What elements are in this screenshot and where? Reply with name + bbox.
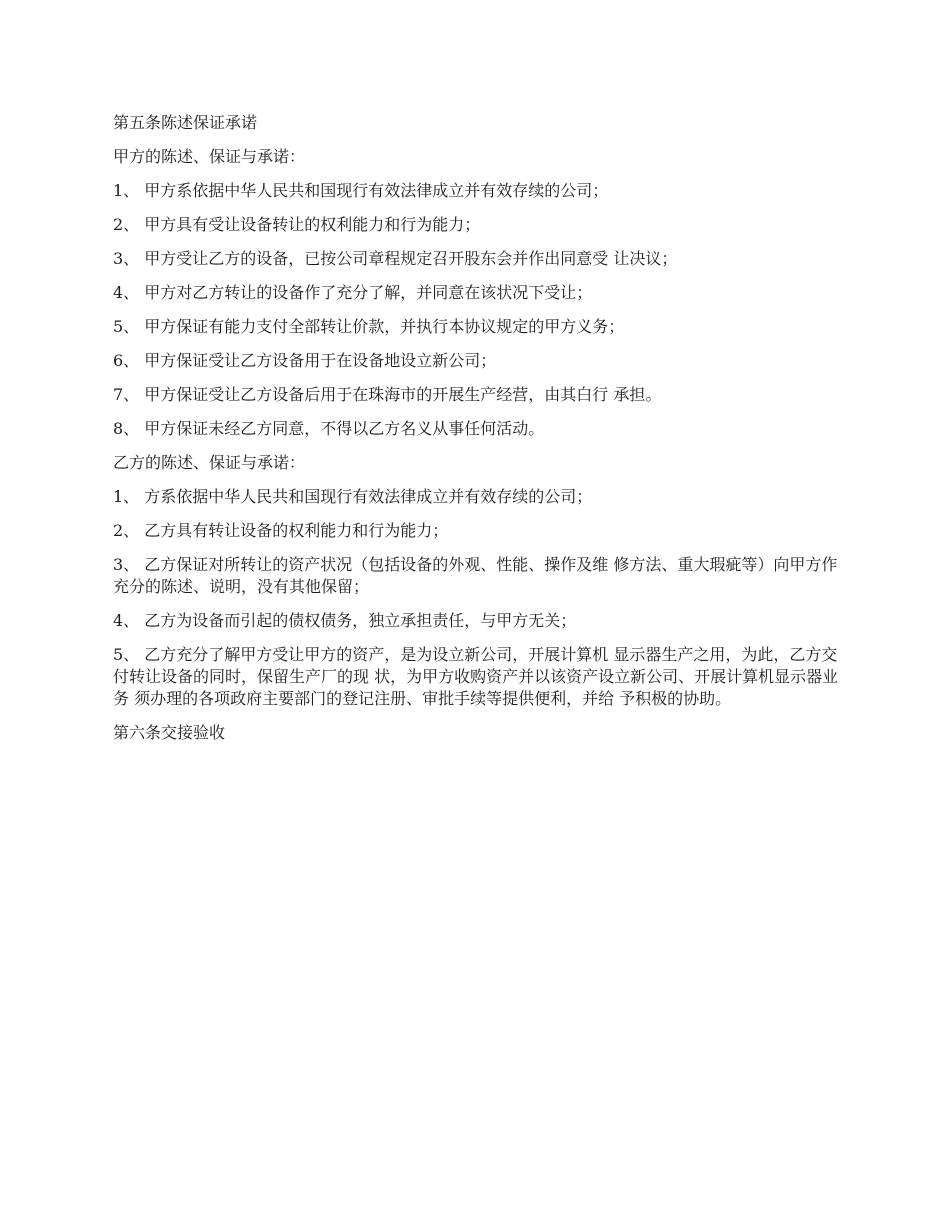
party-b-heading: 乙方的陈述、保证与承诺：	[113, 453, 306, 472]
party-b-item-1: 1、 方系依据中华人民共和国现行有效法律成立并有效存续的公司；	[113, 487, 593, 506]
party-a-item-6: 6、 甲方保证受让乙方设备用于在设备地设立新公司；	[113, 351, 497, 370]
party-a-item-5: 5、 甲方保证有能力支付全部转让价款，并执行本协议规定的甲方义务；	[113, 317, 625, 336]
article6-title: 第六条交接验收	[113, 723, 226, 742]
article5-title: 第五条陈述保证承诺	[113, 113, 258, 132]
party-a-heading: 甲方的陈述、保证与承诺：	[113, 147, 306, 166]
party-a-item-2: 2、 甲方具有受让设备转让的权利能力和行为能力；	[113, 215, 481, 234]
party-b-item-2: 2、 乙方具有转让设备的权利能力和行为能力；	[113, 521, 449, 540]
party-a-item-3: 3、 甲方受让乙方的设备，已按公司章程规定召开股东会并作出同意受 让决议；	[113, 249, 678, 268]
party-a-item-4: 4、 甲方对乙方转让的设备作了充分了解，并同意在该状况下受让；	[113, 283, 593, 302]
party-a-item-1: 1、 甲方系依据中华人民共和国现行有效法律成立并有效存续的公司；	[113, 181, 609, 200]
party-a-item-8: 8、 甲方保证未经乙方同意，不得以乙方名义从事任何活动。	[113, 419, 545, 438]
party-b-item-3: 3、 乙方保证对所转让的资产状况（包括设备的外观、性能、操作及维 修方法、重大瑕疵等）向甲方作充分的陈述、说明，没有其他保留；	[113, 555, 838, 596]
party-b-item-5: 5、 乙方充分了解甲方受让甲方的资产，是为设立新公司，开展计算机 显示器生产之用，为此，乙方交付转让设备的同时，保留生产厂的现 状，为甲方收购资产并以该资产设立新公司、开展计算机显示器业务 须办理的各项政府主要部门的登记注册、审批手续等提供便利，并给 予积极的协助。	[113, 645, 839, 708]
party-a-item-7: 7、 甲方保证受让乙方设备后用于在珠海市的开展生产经营，由其白行 承担。	[113, 385, 662, 404]
party-b-item-4: 4、 乙方为设备而引起的债权债务，独立承担责任，与甲方无关；	[113, 611, 577, 630]
document-page	[113, 112, 843, 756]
